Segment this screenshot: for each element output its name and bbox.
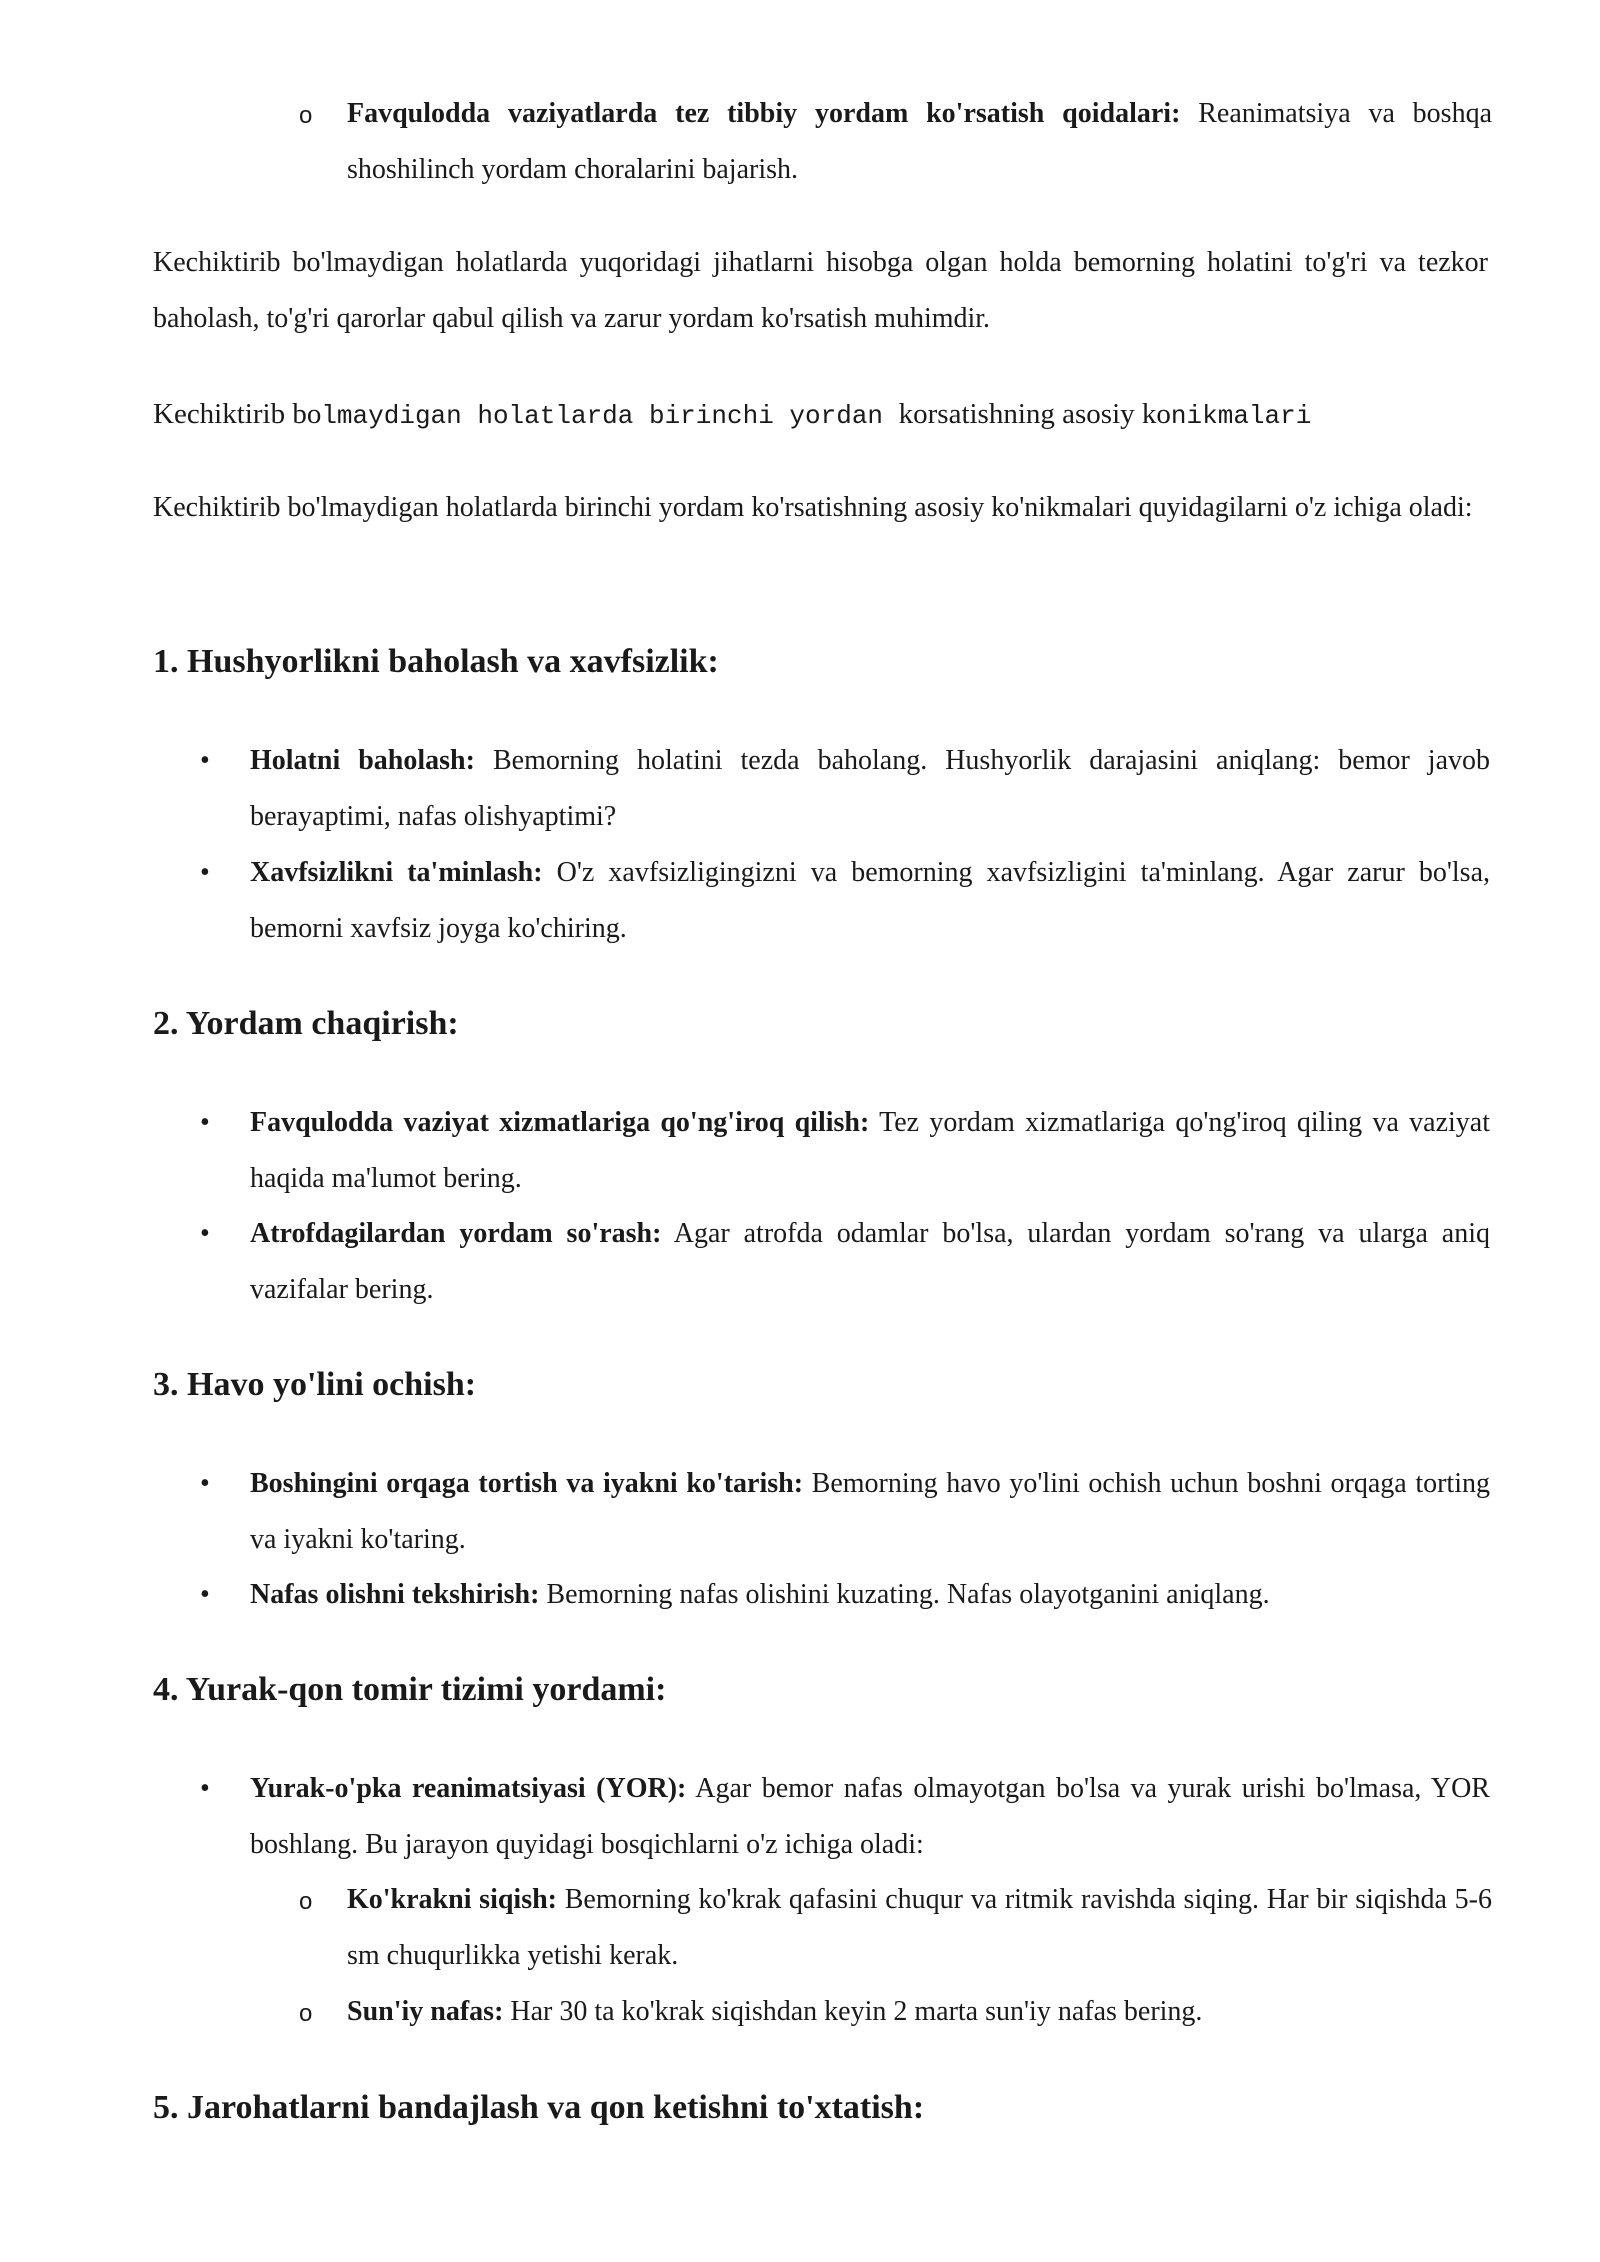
list-item-text [250, 1095, 1490, 1207]
list-item-text [347, 1984, 1492, 2040]
section-heading: 5. Jarohatlarni bandajlash va qon ketishni to'xtatish: [153, 2089, 925, 2126]
list-item [200, 1567, 1490, 1623]
list-item-term: Favqulodda vaziyatlarda tez tibbiy yordam ko'rsatish qoidalari: [347, 98, 1181, 129]
list-item-desc: Bemorning havo yo'lini ochish uchun boshni orqaga torting va iyakni ko'taring. [250, 1468, 1490, 1555]
circle-bullet-icon: o [299, 102, 313, 129]
list-item-desc: Agar atrofda odamlar bo'lsa, ulardan yordam so'rang va ularga aniq vazifalar bering. [250, 1218, 1490, 1305]
mixed-heading-part: lmaydigan holatlarda birinchi yordan [321, 401, 899, 431]
lead-paragraph-block [153, 480, 1488, 536]
list-item-desc: Reanimatsiya va boshqa shoshilinch yordam choralarini bajarish. [347, 98, 1493, 185]
list-item-term: Sun'iy nafas: [347, 1996, 504, 2027]
list-item-term: Boshingini orqaga tortish va iyakni ko'tarish: [250, 1468, 804, 1499]
mixed-heading-part: korsatishning asosiy ko [898, 398, 1171, 430]
list-item-text [250, 1206, 1490, 1318]
mixed-heading-part: Kechiktirib bo [153, 398, 322, 430]
list-item-term: Atrofdagilardan yordam so'rash: [250, 1218, 662, 1249]
list-item [200, 1095, 1490, 1207]
list-item-text [250, 733, 1490, 845]
bullet-icon: • [200, 1579, 210, 1610]
list-item-term: Holatni baholash: [250, 745, 475, 776]
list-item-text [250, 1761, 1490, 1873]
list-item-desc: Tez yordam xizmatlariga qo'ng'iroq qiling va vaziyat haqida ma'lumot bering. [250, 1107, 1490, 1194]
sub-list-item [299, 1872, 1492, 1984]
mixed-heading-part: nikmalari [1170, 401, 1312, 431]
section-heading: 3. Havo yo'lini ochish: [153, 1366, 477, 1403]
section-heading: 2. Yordam chaqirish: [153, 1005, 459, 1042]
list-item-text [347, 1872, 1492, 1984]
lead-paragraph: Kechiktirib bo'lmaydigan holatlarda birinchi yordam ko'rsatishning asosiy ko'nikmalari quyidagilarni o'z ichiga oladi: [153, 492, 1473, 523]
list-item-desc: Bemorning nafas olishini kuzating. Nafas olayotganini aniqlang. [539, 1579, 1270, 1610]
list-item-term: Ko'krakni siqish: [347, 1884, 558, 1915]
section-heading: 4. Yurak-qon tomir tizimi yordami: [153, 1671, 667, 1708]
list-item [200, 1456, 1490, 1568]
list-item-text [250, 845, 1490, 957]
list-item-text [347, 86, 1492, 198]
bullet-icon: • [200, 857, 210, 888]
list-item-text [250, 1567, 1490, 1623]
bullet-icon: • [200, 1773, 210, 1804]
circle-bullet-icon: o [299, 1888, 313, 1915]
circle-bullet-icon: o [299, 2000, 313, 2027]
list-item-text [250, 1456, 1490, 1568]
bullet-icon: • [200, 745, 210, 776]
intro-paragraph: Kechiktirib bo'lmaydigan holatlarda yuqoridagi jihatlarni hisobga olgan holda bemorning holatini to'g'ri va tezkor baholash, to'g'ri qarorlar qabul qilish va zarur yordam ko'rsatish muhimdir. [153, 247, 1488, 334]
list-item-term: Xavfsizlikni ta'minlash: [250, 857, 543, 888]
list-item [200, 1206, 1490, 1318]
list-item-desc: Bemorning ko'krak qafasini chuqur va ritmik ravishda siqing. Har bir siqishda 5-6 sm chuqurlikka yetishi kerak. [347, 1884, 1492, 1971]
list-item-desc: Har 30 ta ko'krak siqishdan keyin 2 marta sun'iy nafas bering. [503, 1996, 1203, 2027]
section-heading: 1. Hushyorlikni baholash va xavfsizlik: [153, 643, 719, 680]
mixed-font-heading [153, 386, 1488, 444]
sub-list-item [299, 1984, 1492, 2040]
list-item [200, 1761, 1490, 1873]
list-item-desc: Bemorning holatini tezda baholang. Hushyorlik darajasini aniqlang: bemor javob berayaptimi, nafas olishyaptimi? [250, 745, 1490, 832]
bullet-icon: • [200, 1107, 210, 1138]
list-item-desc: O'z xavfsizligingizni va bemorning xavfsizligini ta'minlang. Agar zarur bo'lsa, bemorni xavfsiz joyga ko'chiring. [250, 857, 1491, 944]
list-item-term: Nafas olishni tekshirish: [250, 1579, 540, 1610]
list-item-term: Yurak-o'pka reanimatsiyasi (YOR): [250, 1773, 687, 1804]
bullet-icon: • [200, 1218, 210, 1249]
mixed-heading-text [153, 386, 1488, 444]
list-item [200, 845, 1491, 957]
intro-paragraph-block [153, 235, 1488, 347]
list-item-term: Favqulodda vaziyat xizmatlariga qo'ng'iroq qilish: [250, 1107, 870, 1138]
bullet-icon: • [200, 1468, 210, 1499]
sub-list-item [299, 86, 1493, 198]
list-item [200, 733, 1490, 845]
list-item-desc: Agar bemor nafas olmayotgan bo'lsa va yurak urishi bo'lmasa, YOR boshlang. Bu jarayon quyidagi bosqichlarni o'z ichiga oladi: [250, 1773, 1490, 1860]
